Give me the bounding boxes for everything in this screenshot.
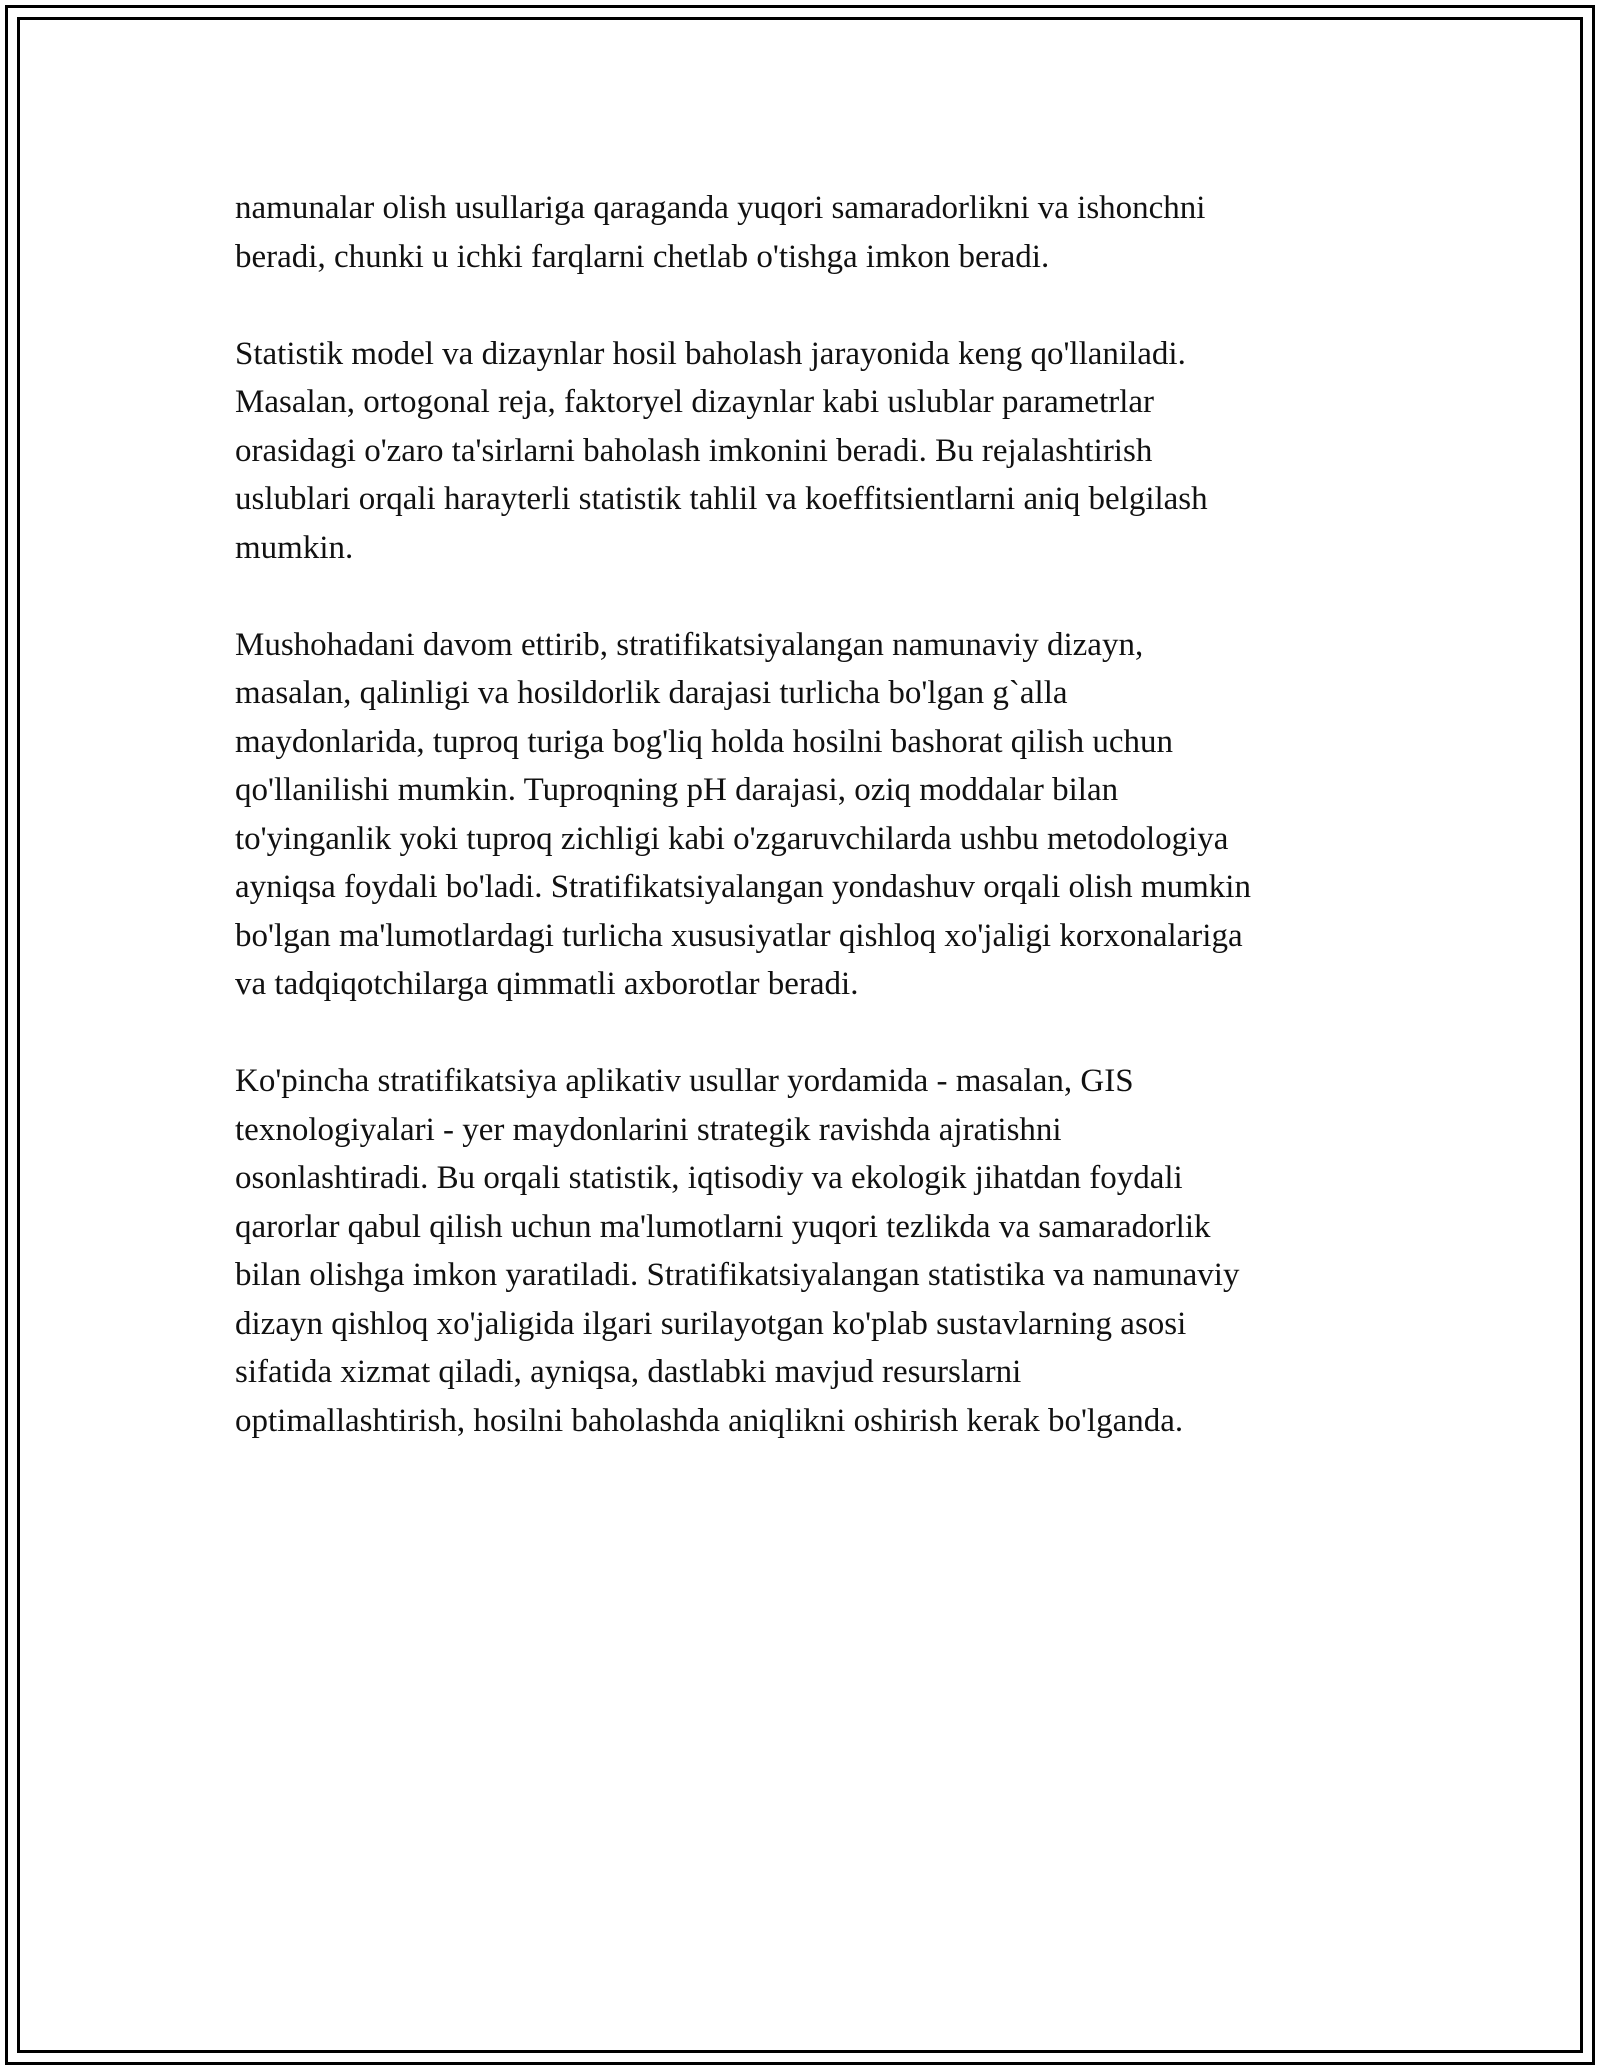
paragraph-line: Mushohadani davom ettirib, stratifikatsiyalangan namunaviy dizayn, (235, 626, 1144, 663)
paragraph-line: va tadqiqotchilarga qimmatli axborotlar beradi. (235, 966, 859, 1002)
paragraph-line: to'yinganlik yoki tuproq zichligi kabi o'zgaruvchilarda ushbu metodologiya (235, 820, 1229, 857)
paragraph-line: qarorlar qabul qilish uchun ma'lumotlarni yuqori tezlikda va samaradorlik (235, 1208, 1211, 1245)
paragraph-line: masalan, qalinligi va hosildorlik darajasi turlicha bo'lgan g`alla (235, 675, 1068, 711)
paragraph-line: maydonlarida, tuproq turiga bog'liq holda hosilni bashorat qilish uchun (235, 723, 1174, 760)
paragraph-4 (235, 1057, 1385, 1445)
paragraph-3 (235, 621, 1385, 1009)
paragraph-line: beradi, chunki u ichki farqlarni chetlab o'tishga imkon beradi. (235, 238, 1050, 275)
paragraph-1 (235, 184, 1385, 281)
paragraph-line: bo'lgan ma'lumotlardagi turlicha xususiyatlar qishloq xo'jaligi korxonalariga (235, 917, 1243, 954)
paragraph-spacer (235, 281, 1385, 330)
paragraph-line: orasidagi o'zaro ta'sirlarni baholash imkonini beradi. Bu rejalashtirish (235, 432, 1153, 469)
paragraph-line: optimallashtirish, hosilni baholashda aniqlikni oshirish kerak bo'lganda. (235, 1402, 1184, 1439)
paragraph-line: Masalan, ortogonal reja, faktoryel dizaynlar kabi uslublar parametrlar (235, 384, 1155, 420)
paragraph-line: uslublari orqali harayterli statistik tahlil va koeffitsientlarni aniq belgilash (235, 481, 1208, 517)
paragraph-2 (235, 330, 1385, 573)
paragraph-line: qo'llanilishi mumkin. Tuproqning pH darajasi, oziq moddalar bilan (235, 772, 1119, 808)
document-body (235, 184, 1385, 1445)
paragraph-line: mumkin. (235, 529, 354, 566)
paragraph-line: sifatida xizmat qiladi, ayniqsa, dastlabki mavjud resurslarni (235, 1354, 1022, 1390)
paragraph-line: osonlashtiradi. Bu orqali statistik, iqtisodiy va ekologik jihatdan foydali (235, 1160, 1183, 1196)
paragraph-line: bilan olishga imkon yaratiladi. Stratifikatsiyalangan statistika va namunaviy (235, 1257, 1240, 1293)
paragraph-line: texnologiyalari - yer maydonlarini strategik ravishda ajratishni (235, 1111, 1062, 1148)
paragraph-line: ayniqsa foydali bo'ladi. Stratifikatsiyalangan yondashuv orqali olish mumkin (235, 869, 1251, 905)
paragraph-spacer (235, 572, 1385, 621)
paragraph-line: Statistik model va dizaynlar hosil baholash jarayonida keng qo'llaniladi. (235, 335, 1186, 372)
paragraph-line: Ko'pincha stratifikatsiya aplikativ usullar yordamida - masalan, GIS (235, 1063, 1134, 1099)
paragraph-line: dizayn qishloq xo'jaligida ilgari surilayotgan ko'plab sustavlarning asosi (235, 1305, 1187, 1342)
paragraph-line: namunalar olish usullariga qaraganda yuqori samaradorlikni va ishonchni (235, 190, 1206, 226)
paragraph-spacer (235, 1009, 1385, 1058)
